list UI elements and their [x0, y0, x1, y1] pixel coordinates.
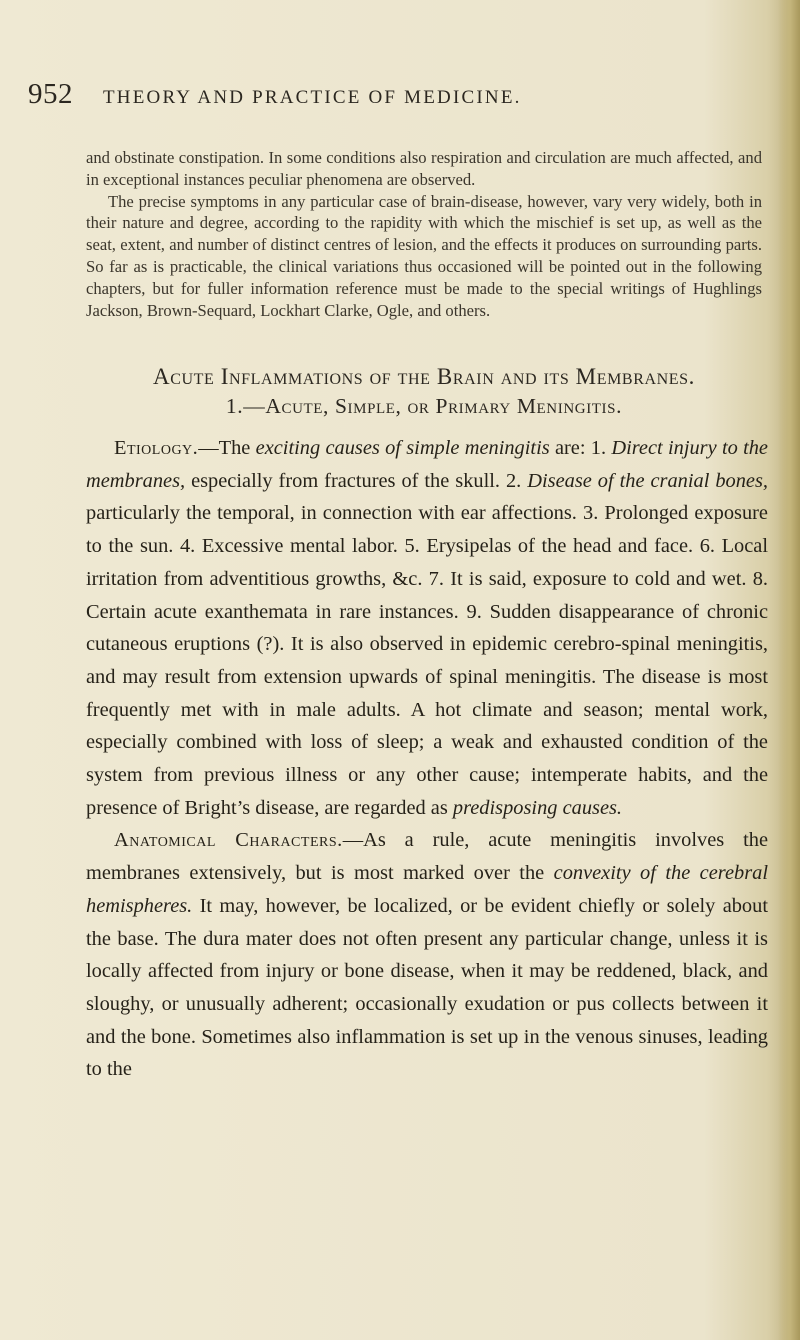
- body-text: [86, 432, 768, 1086]
- intro-text: [86, 147, 762, 321]
- etiology-emphasis-1: exciting causes of simple meningitis: [255, 437, 550, 459]
- etiology-text-2: are: 1.: [549, 437, 612, 459]
- etiology-text-1: —The: [198, 437, 256, 459]
- anatomical-paragraph: [86, 824, 768, 1086]
- anatomical-emphasis-1: convexity of the cerebral hemispheres.: [86, 862, 768, 917]
- page-edge-shadow: [778, 0, 800, 1340]
- anatomical-text-2: It may, however, be localized, or be evident chiefly or solely about the base. The dura mater does not often present any particular change, unless it is locally affected from injury or bone disease, when it may be reddened, black, and sloughy, or unusually adherent; occasionally exudation or pus collects between it and the bone. Sometimes also inflammation is set up in the venous sinuses, leading to the: [86, 894, 768, 1081]
- anatomical-text-1: —As a rule, acute meningitis involves the membranes extensively, but is most marked over the: [86, 829, 768, 885]
- etiology-emphasis-4: predisposing causes.: [452, 796, 623, 819]
- section-heading: Acute Inflammations of the Brain and its Membranes.: [152, 364, 695, 389]
- subsection-heading: 1.—Acute, Simple, or Primary Meningitis.: [225, 394, 623, 418]
- intro-paragraph-1: and obstinate constipation. In some conditions also respiration and circulation are much affected, and in exceptional instances peculiar phenomena are observed.: [86, 148, 762, 189]
- page-header: [28, 78, 748, 111]
- etiology-label: Etiology.: [114, 437, 199, 459]
- etiology-paragraph: [86, 432, 768, 824]
- etiology-emphasis-3: Disease of the cranial bones,: [527, 469, 769, 492]
- running-title: THEORY AND PRACTICE OF MEDICINE.: [103, 87, 522, 108]
- anatomical-label: Anatomical Characters.: [114, 829, 343, 852]
- intro-paragraph-2: The precise symptoms in any particular case of brain-disease, however, vary very widely, both in their nature and degree, according to the rapidity with which the mischief is set up, as well as the seat, extent, and number of distinct centres of lesion, and the effects it produces on surrounding parts. So far as is practicable, the clinical variations thus occasioned will be pointed out in the following chapters, but for fuller information reference must be made to the special writings of Hughlings Jackson, Brown-Sequard, Lockhart Clarke, Ogle, and others.: [86, 191, 762, 320]
- etiology-emphasis-2: Direct injury to the membranes,: [86, 437, 768, 492]
- etiology-text-3: especially from fractures of the skull. 2.: [185, 469, 528, 492]
- etiology-text-4: particularly the temporal, in connection with ear affections. 3. Prolonged exposure to the sun. 4. Excessive mental labor. 5. Erysipelas of the head and face. 6. Local irritation from adventitious growths, &c. 7. It is said, exposure to cold and wet. 8. Certain acute exanthemata in rare instances. 9. Sudden disappearance of chronic cutaneous eruptions (?). It is also observed in epidemic cerebro-spinal meningitis, and may result from extension upwards of spinal meningitis. The disease is most frequently met with in male adults. A hot climate and season; mental work, especially combined with loss of sleep; a weak and exhausted condition of the system from previous illness or any other cause; intemperate habits, and the presence of Bright’s disease, are regarded as: [86, 502, 768, 819]
- page-number: 952: [28, 78, 73, 110]
